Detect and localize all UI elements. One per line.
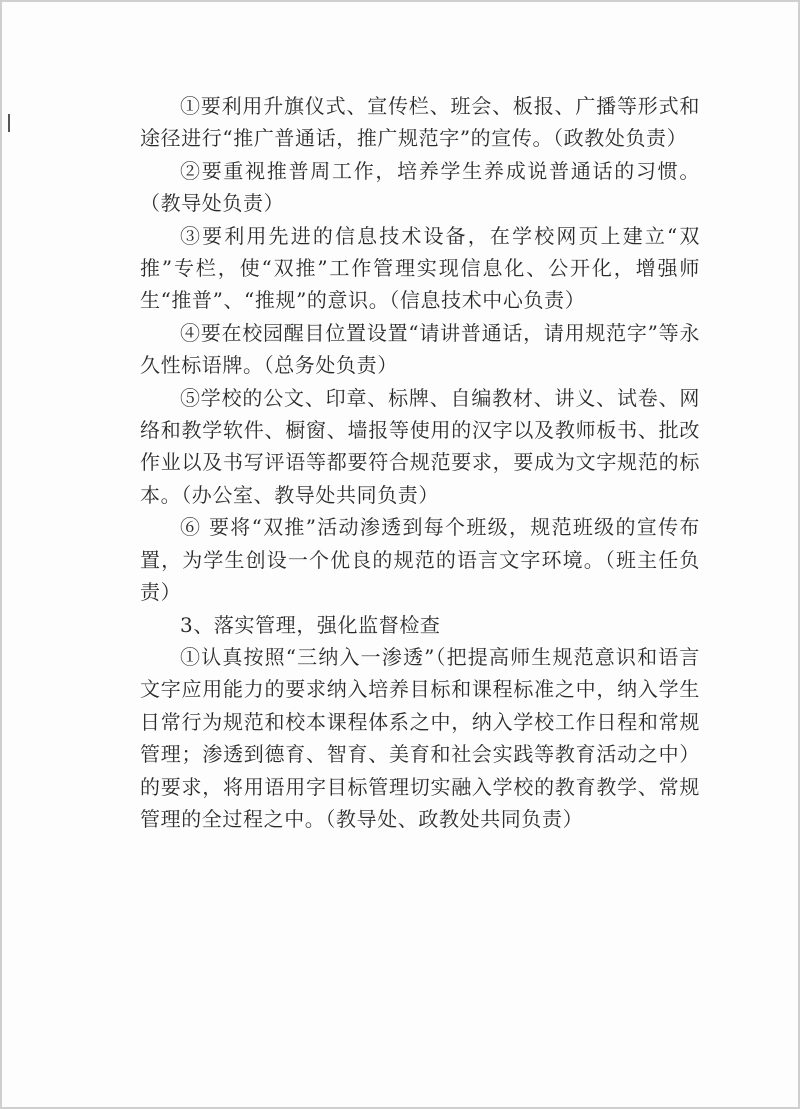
paragraph-promotion-week: ②要重视推普周工作，培养学生养成说普通话的习惯。（教导处负责） <box>140 158 700 216</box>
section-heading: 3、落实管理，强化监督检查 <box>180 612 441 637</box>
paragraph-web-column: ③要利用先进的信息技术设备，在学校网页上建立“双推”专栏，使“双推”工作管理实现信息化、公开化，增强师生“推普”、“推规”的意识。（信息技术中心负责） <box>140 223 700 313</box>
paragraph-publicity: ①要利用升旗仪式、宣传栏、班会、板报、广播等形式和途径进行“推广普通话，推广规范字”的宣传。（政教处负责） <box>140 94 700 151</box>
paragraph-signboards: ④要在校园醒目位置设置“请讲普通话，请用规范字”等永久性标语牌。（总务处负责） <box>140 320 700 378</box>
paragraph-standard-characters: ⑤学校的公文、印章、标牌、自编教材、讲义、试卷、网络和教学软件、橱窗、墙报等使用的汉字以及教师板书、批改作业以及书写评语等都要符合规范要求，要成为文字规范的标本。（办公室、教导处共同负责） <box>140 385 700 507</box>
paragraph-class-environment: ⑥ 要将“双推”活动渗透到每个班级，规范班级的宣传布置，为学生创设一个优良的规范的语言文字环境。（班主任负责） <box>140 515 700 605</box>
scan-edge-mark <box>8 114 10 132</box>
document-body <box>140 90 700 835</box>
paragraph-three-inclusions: ①认真按照“三纳入一渗透”（把提高师生规范意识和语言文字应用能力的要求纳入培养目标和课程标准之中，纳入学生日常行为规范和校本课程体系之中，纳入学校工作日程和常规管理；渗透到德育、智育、美育和社会实践等教育活动之中）的要求，将用语用字目标管理切实融入学校的教育教学、常规管理的全过程之中。（教导处、政教处共同负责） <box>140 644 700 831</box>
